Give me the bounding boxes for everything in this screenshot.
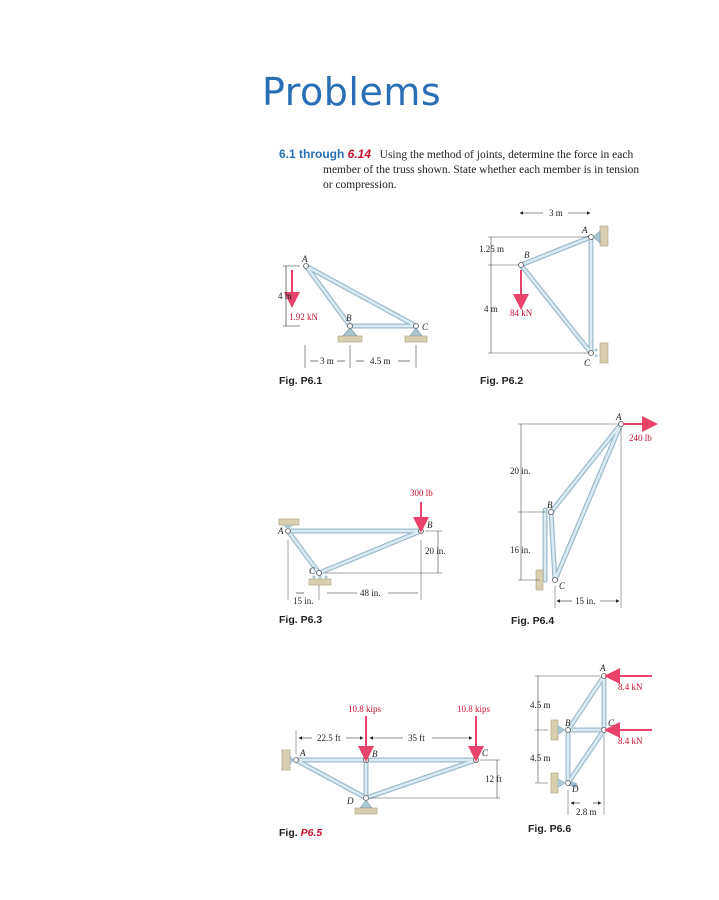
- h1-label: 1.25 m: [479, 244, 505, 254]
- fig-p6-5-label: [279, 827, 322, 839]
- joint-a-label: A: [582, 225, 588, 235]
- span1-label: 3 m: [320, 356, 334, 366]
- load1-label: 10.8 kips: [348, 704, 382, 714]
- joint-a-label: A: [278, 526, 284, 536]
- joint-b-label: B: [427, 520, 433, 530]
- span1-label: 22.5 ft: [317, 733, 341, 743]
- fig-p6-2-label: Fig. P6.2: [480, 375, 524, 387]
- joint-c-label: C: [422, 322, 429, 332]
- width-label: 3 m: [549, 208, 563, 218]
- fig-p6-5-label-suffix: P6.5: [300, 827, 323, 839]
- joint-c-label: C: [584, 358, 591, 368]
- fig-p6-6-label: Fig. P6.6: [528, 823, 572, 835]
- h1-label: 4.5 m: [530, 700, 551, 710]
- joint-a-label: A: [600, 663, 606, 673]
- figure-p6-1: [278, 254, 429, 368]
- wall-support-a: [600, 226, 608, 246]
- load2-label: 10.8 kips: [457, 704, 491, 714]
- ceiling-support-a: [279, 519, 299, 525]
- problem-line-1: Using the method of joints, determine the force in each: [379, 149, 634, 161]
- figure-p6-5: [282, 704, 502, 814]
- width-label: 2.8 m: [576, 807, 597, 817]
- height-label: 12 ft: [485, 774, 502, 784]
- h2-label: 4.5 m: [530, 753, 551, 763]
- joint-c-label: C: [559, 581, 566, 591]
- joint-a-label: A: [616, 412, 622, 422]
- pin-support-d: [355, 808, 377, 814]
- h2-label: 16 in.: [510, 545, 531, 555]
- joint-c-label: C: [482, 748, 489, 758]
- joint-c-label: C: [309, 566, 316, 576]
- joint-b-label: B: [524, 250, 530, 260]
- problem-number-suffix: 6.14: [347, 147, 372, 161]
- load-label: 1.92 kN: [289, 312, 318, 322]
- joint-b-label: B: [346, 313, 352, 323]
- wall-support-d: [551, 773, 558, 793]
- span2-label: 4.5 m: [370, 356, 391, 366]
- h2-label: 4 m: [484, 304, 498, 314]
- problem-line-3: or compression.: [323, 179, 397, 191]
- joint-d-label: D: [347, 796, 354, 806]
- fig-p6-1-label: Fig. P6.1: [279, 375, 323, 387]
- joint-c-label: C: [608, 718, 615, 728]
- fig-p6-5-label-prefix: Fig.: [279, 827, 301, 839]
- problem-number-prefix: 6.1 through: [279, 147, 348, 161]
- roller-support-c: [309, 579, 331, 585]
- load-label: 240 lb: [629, 433, 652, 443]
- wall-support-a: [282, 750, 290, 770]
- wall-support-b: [551, 720, 558, 740]
- figure-p6-4: [510, 412, 652, 608]
- load1-label: 8.4 kN: [618, 682, 643, 692]
- joint-b-label: B: [565, 718, 571, 728]
- load2-label: 8.4 kN: [618, 736, 643, 746]
- height-label: 20 in.: [425, 546, 446, 556]
- joint-b-label: B: [547, 500, 553, 510]
- figure-p6-3: [277, 488, 446, 606]
- span2-label: 48 in.: [360, 588, 381, 598]
- joint-a-label: A: [300, 748, 306, 758]
- fig-p6-3-label: Fig. P6.3: [279, 614, 323, 626]
- pin-support-b: [338, 328, 362, 342]
- span1-label: 15 in.: [293, 596, 314, 606]
- page-title: Problems: [262, 70, 442, 114]
- problem-line-2: member of the truss shown. State whether each member is in tension: [323, 164, 640, 176]
- h1-label: 20 in.: [510, 466, 531, 476]
- figure-p6-6: [530, 663, 652, 817]
- load-label: 84 kN: [510, 308, 533, 318]
- joint-a-label: A: [302, 254, 308, 264]
- fig-p6-4-label: Fig. P6.4: [511, 615, 555, 627]
- load-label: 300 lb: [410, 488, 433, 498]
- figure-p6-2: [479, 208, 608, 368]
- width-label: 15 in.: [575, 596, 596, 606]
- joint-d-label: D: [572, 784, 579, 794]
- wall-support-c: [600, 343, 608, 363]
- height-label: 4 m: [278, 291, 292, 301]
- span2-label: 35 ft: [408, 733, 425, 743]
- joint-b-label: B: [372, 749, 378, 759]
